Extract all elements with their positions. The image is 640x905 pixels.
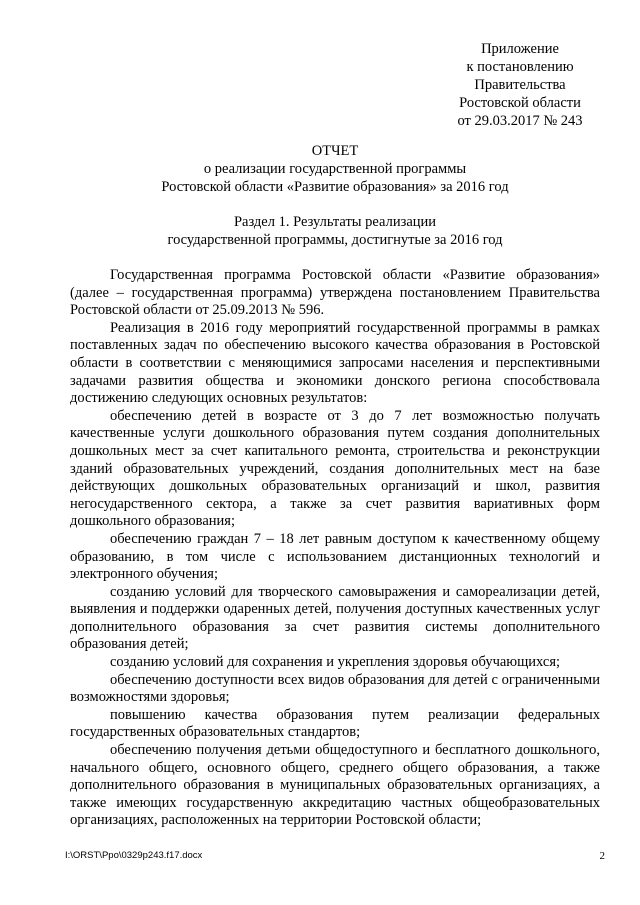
paragraph: обеспечению доступности всех видов образования для детей с ограниченными возможностями здоровья; [70, 671, 600, 706]
appendix-line: от 29.03.2017 № 243 [457, 113, 583, 129]
paragraph: созданию условий для творческого самовыражения и самореализации детей, выявления и поддержки одаренных детей, получения доступных качественных услуг дополнительного образования за счет развития системы дополнительного образования детей; [70, 583, 600, 653]
paragraph: обеспечению детей в возрасте от 3 до 7 лет возможностью получать качественные услуги дошкольного образования путем создания дополнительных дошкольных мест за счет капитального ремонта, строительства и реконструкции зданий образовательных учреждений, создания дополнительных мест на базе действующих дошкольных образовательных организаций и школ, развития негосударственного сектора, а также за счет развития вариативных форм дошкольного образования; [70, 407, 600, 530]
appendix-line: Правительства [474, 77, 566, 93]
appendix-line: Ростовской области [459, 95, 581, 111]
appendix-header [420, 40, 620, 130]
page-number: 2 [599, 850, 605, 862]
report-subtitle-line: Ростовской области «Развитие образования» за 2016 год [161, 179, 509, 195]
section-heading-line: Раздел 1. Результаты реализации [233, 214, 437, 230]
paragraph: созданию условий для сохранения и укрепления здоровья обучающихся; [110, 654, 561, 671]
body-text [70, 267, 600, 830]
paragraph: повышению качества образования путем реализации федеральных государственных образовательных стандартов; [70, 706, 600, 741]
appendix-line: к постановлению [466, 59, 574, 75]
report-subtitle-line: о реализации государственной программы [203, 161, 467, 177]
file-path: I:\ORST\Ppo\0329p243.f17.docx [65, 850, 203, 861]
section-heading-line: государственной программы, достигнутые за 2016 год [167, 232, 503, 248]
paragraph: обеспечению граждан 7 – 18 лет равным доступом к качественному общему образованию, в том числе с использованием дистанционных технологий и электронного обучения; [70, 530, 600, 583]
report-title [70, 142, 600, 196]
section-heading [70, 213, 600, 249]
paragraph: обеспечению получения детьми общедоступного и бесплатного дошкольного, начального общего, основного общего, среднего общего образования, а также дополнительного образования в муниципальных образовательных организациях, а также имеющих государственную аккредитацию частных общеобразовательных организациях, расположенных на территории Ростовской области; [70, 742, 600, 829]
paragraph: Государственная программа Ростовской области «Развитие образования» (далее – государственная программа) утверждена постановлением Правительства Ростовской области от 25.09.2013 № 596. [70, 267, 600, 319]
report-heading: ОТЧЕТ [311, 143, 359, 159]
paragraph: Реализация в 2016 году мероприятий государственной программы в рамках поставленных задач по обеспечению высокого качества образования в Ростовской области в соответствии с меняющимися запросами населения и перспективными задачами развития общества и экономики донского региона способствовала достижению следующих основных результатов: [70, 319, 600, 407]
appendix-line: Приложение [481, 41, 559, 57]
